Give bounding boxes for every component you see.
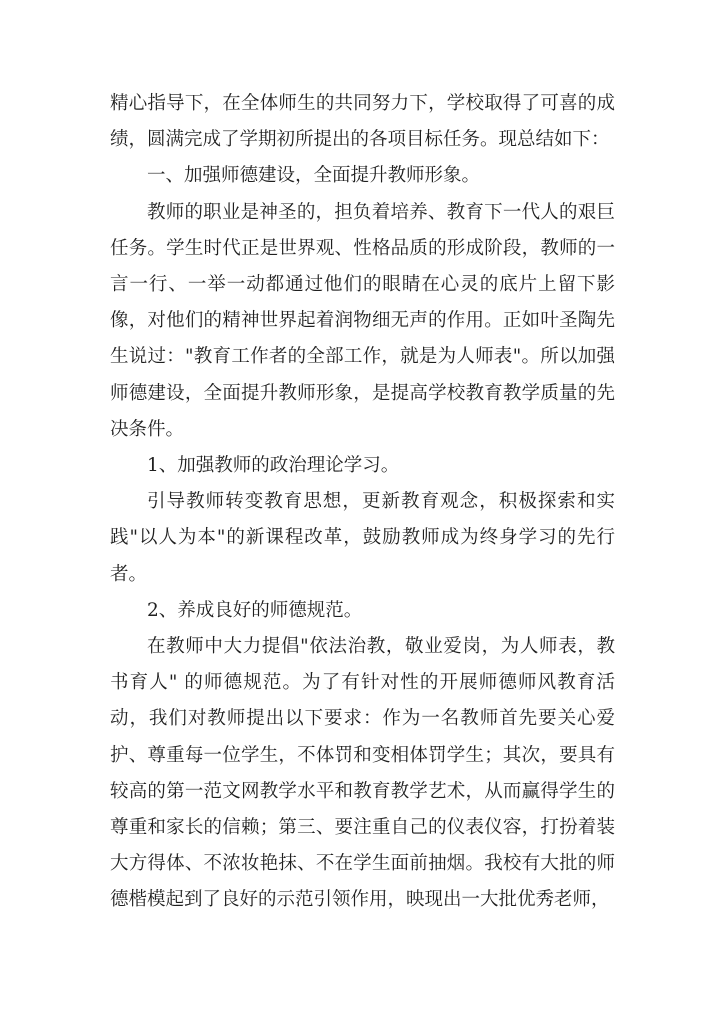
- subheading-1: 1、加强教师的政治理论学习。: [147, 455, 400, 477]
- document-body: [110, 86, 615, 919]
- paragraph-teacher-role: 教师的职业是神圣的，担负着培养、教育下一代人的艰巨任务。学生时代正是世界观、性格品质的形成阶段，教师的一言一行、一举一动都通过他们的眼睛在心灵的底片上留下影像，对他们的精神世界起着润物细无声的作用。正如叶圣陶先生说过："教育工作者的全部工作，就是为人师表"。所以加强师德建设，全面提升教师形象，是提高学校教育教学质量的先决条件。: [110, 201, 615, 440]
- subheading-2: 2、养成良好的师德规范。: [147, 599, 363, 621]
- paragraph-ethics-norms: 在教师中大力提倡"依法治教，敬业爱岗，为人师表，教书育人" 的师德规范。为了有针对性的开展师德师风教育活动，我们对教师提出以下要求：作为一名教师首先要关心爱护、尊重每一位学生，不体罚和变相体罚学生；其次，要具有较高的第一范文网教学水平和教育教学艺术，从而赢得学生的尊重和家长的信赖；第三、要注重自己的仪表仪容，打扮着装大方得体、不浓妆艳抹、不在学生面前抽烟。我校有大批的师德楷模起到了良好的示范引领作用，映现出一大批优秀老师，: [110, 636, 615, 911]
- section-heading-1: 一、加强师德建设，全面提升教师形象。: [147, 165, 481, 187]
- paragraph-intro: 精心指导下，在全体师生的共同努力下，学校取得了可喜的成绩，圆满完成了学期初所提出的各项目标任务。现总结如下：: [110, 93, 615, 151]
- paragraph-guidance: 引导教师转变教育思想，更新教育观念，积极探索和实践"以人为本"的新课程改革，鼓励教师成为终身学习的先行者。: [110, 491, 615, 585]
